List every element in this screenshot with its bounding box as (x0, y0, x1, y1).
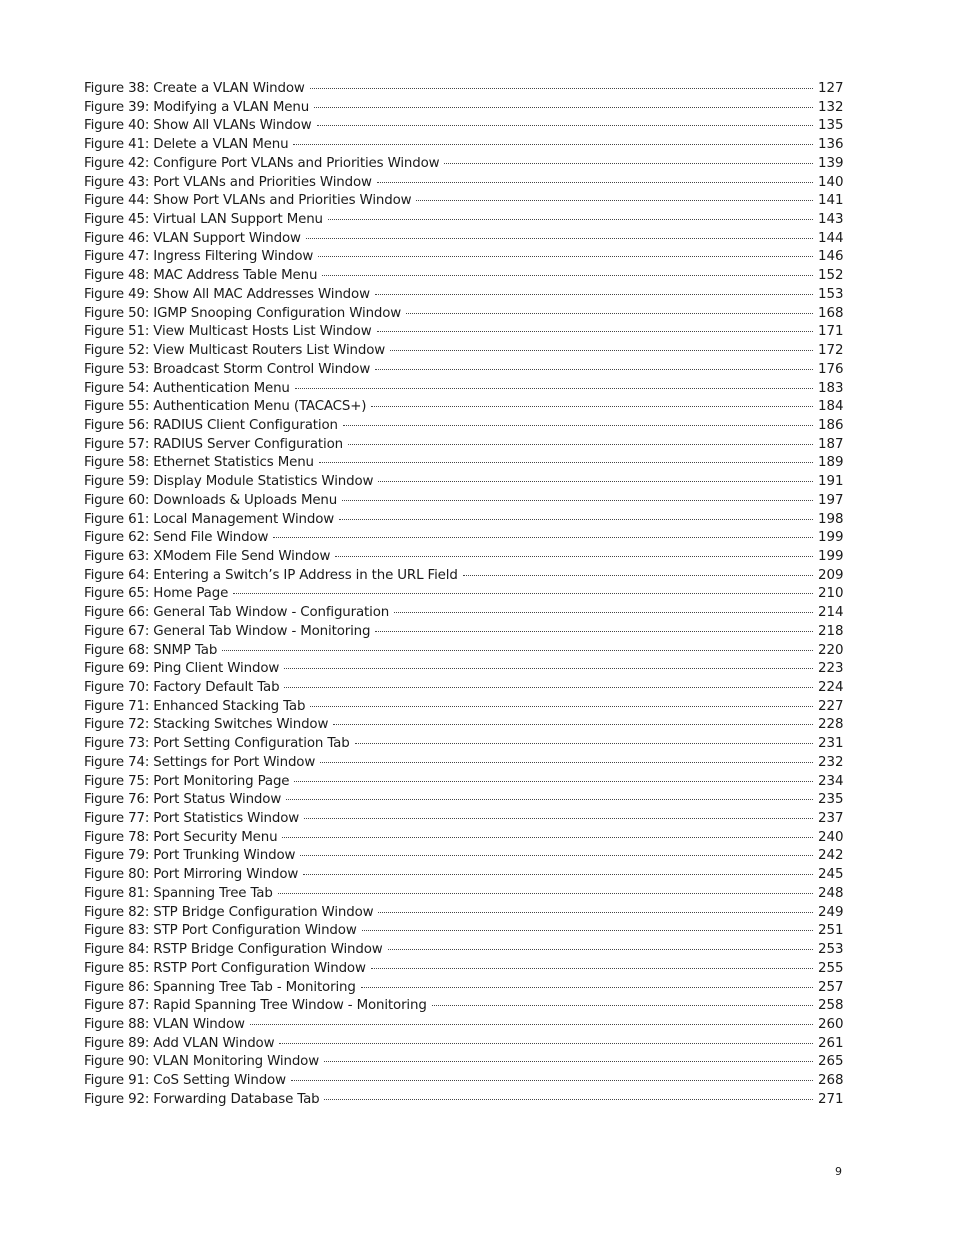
toc-entry-title: Figure 82: STP Bridge Configuration Window (84, 904, 374, 920)
dot-leader (322, 275, 813, 276)
dot-leader (361, 987, 813, 988)
dot-leader (310, 706, 813, 707)
toc-entry-title: Figure 61: Local Management Window (84, 511, 335, 527)
toc-entry-page-number: 144 (818, 230, 844, 246)
toc-entry-title: Figure 55: Authentication Menu (TACACS+) (84, 399, 367, 415)
toc-entry-page-number: 232 (818, 754, 844, 770)
toc-entry[interactable] (84, 623, 842, 642)
toc-entry-page-number: 199 (818, 530, 844, 546)
toc-entry-page-number: 143 (818, 212, 844, 228)
toc-entry-title: Figure 88: VLAN Window (84, 1016, 245, 1032)
toc-entry-title: Figure 50: IGMP Snooping Configuration Window (84, 305, 402, 321)
toc-entry-page-number: 242 (818, 848, 844, 864)
dot-leader (378, 912, 813, 913)
dot-leader (250, 1024, 813, 1025)
dot-leader (314, 107, 813, 108)
toc-entry-page-number: 257 (818, 979, 844, 995)
toc-entry-title: Figure 77: Port Statistics Window (84, 811, 300, 827)
toc-entry-page-number: 172 (818, 343, 844, 359)
toc-entry-page-number: 234 (818, 773, 844, 789)
toc-entry[interactable] (84, 754, 842, 773)
toc-entry-title: Figure 44: Show Port VLANs and Priorities Window (84, 193, 412, 209)
toc-entry-page-number: 127 (818, 81, 844, 96)
toc-entry[interactable] (84, 716, 842, 735)
toc-entry-page-number: 191 (818, 474, 844, 490)
toc-entry-title: Figure 47: Ingress Filtering Window (84, 249, 314, 265)
toc-entry[interactable] (84, 548, 842, 567)
toc-entry[interactable] (84, 230, 842, 249)
toc-entry-title: Figure 46: VLAN Support Window (84, 230, 301, 246)
toc-entry[interactable] (84, 791, 842, 810)
toc-entry-title: Figure 80: Port Mirroring Window (84, 867, 299, 883)
dot-leader (343, 425, 813, 426)
dot-leader (319, 462, 813, 463)
dot-leader (406, 313, 813, 314)
toc-entry-page-number: 223 (818, 661, 844, 677)
toc-entry-title: Figure 56: RADIUS Client Configuration (84, 417, 338, 433)
dot-leader (233, 593, 813, 594)
dot-leader (306, 238, 813, 239)
toc-entry[interactable] (84, 211, 842, 230)
dot-leader (375, 631, 813, 632)
toc-entry-title: Figure 66: General Tab Window - Configuration (84, 605, 390, 621)
toc-entry-page-number: 176 (818, 361, 844, 377)
dot-leader (394, 612, 813, 613)
toc-entry-title: Figure 73: Port Setting Configuration Tab (84, 736, 350, 752)
toc-entry-page-number: 261 (818, 1035, 844, 1051)
toc-entry-page-number: 245 (818, 867, 844, 883)
dot-leader (284, 668, 813, 669)
toc-entry-page-number: 248 (818, 885, 844, 901)
toc-entry-page-number: 265 (818, 1054, 844, 1070)
toc-entry-title: Figure 76: Port Status Window (84, 792, 282, 808)
dot-leader (324, 1061, 813, 1062)
toc-entry-title: Figure 49: Show All MAC Addresses Window (84, 286, 370, 302)
dot-leader (342, 500, 813, 501)
dot-leader (318, 256, 813, 257)
toc-entry-title: Figure 40: Show All VLANs Window (84, 118, 312, 134)
toc-entry-page-number: 136 (818, 137, 844, 153)
dot-leader (371, 968, 813, 969)
toc-entry-title: Figure 38: Create a VLAN Window (84, 81, 305, 96)
toc-entry[interactable] (84, 529, 842, 548)
toc-entry[interactable] (84, 323, 842, 342)
dot-leader (362, 930, 813, 931)
dot-leader (335, 556, 813, 557)
toc-entry[interactable] (84, 398, 842, 417)
toc-entry-title: Figure 54: Authentication Menu (84, 380, 290, 396)
toc-entry-page-number: 140 (818, 174, 844, 190)
toc-entry-page-number: 187 (818, 436, 844, 452)
toc-entry-title: Figure 51: View Multicast Hosts List Window (84, 324, 372, 340)
toc-entry-page-number: 220 (818, 642, 844, 658)
toc-entry-title: Figure 87: Rapid Spanning Tree Window - Monitoring (84, 998, 427, 1014)
dot-leader (278, 893, 813, 894)
dot-leader (303, 874, 813, 875)
toc-entry-page-number: 218 (818, 623, 844, 639)
toc-entry-title: Figure 84: RSTP Bridge Configuration Window (84, 942, 383, 958)
toc-entry-page-number: 198 (818, 511, 844, 527)
toc-entry-page-number: 132 (818, 99, 844, 115)
toc-entry-page-number: 210 (818, 586, 844, 602)
toc-entry[interactable] (84, 885, 842, 904)
toc-entry-title: Figure 69: Ping Client Window (84, 661, 280, 677)
dot-leader (295, 388, 813, 389)
dot-leader (328, 219, 813, 220)
toc-entry[interactable] (84, 679, 842, 698)
toc-entry-page-number: 139 (818, 155, 844, 171)
toc-entry[interactable] (84, 922, 842, 941)
toc-entry[interactable] (84, 473, 842, 492)
dot-leader (291, 1080, 813, 1081)
toc-entry-title: Figure 41: Delete a VLAN Menu (84, 137, 289, 153)
toc-entry[interactable] (84, 904, 842, 923)
toc-entry-title: Figure 60: Downloads & Uploads Menu (84, 492, 338, 508)
dot-leader (279, 1043, 813, 1044)
toc-entry[interactable] (84, 454, 842, 473)
toc-entry-page-number: 153 (818, 286, 844, 302)
toc-entry-page-number: 168 (818, 305, 844, 321)
toc-entry-title: Figure 79: Port Trunking Window (84, 848, 296, 864)
toc-entry[interactable] (84, 117, 842, 136)
toc-entry[interactable] (84, 1053, 842, 1072)
toc-entry-title: Figure 85: RSTP Port Configuration Window (84, 960, 366, 976)
toc-entry-title: Figure 39: Modifying a VLAN Menu (84, 99, 310, 115)
toc-entry[interactable] (84, 642, 842, 661)
toc-entry[interactable] (84, 997, 842, 1016)
toc-entry[interactable] (84, 380, 842, 399)
dot-leader (463, 575, 813, 576)
toc-entry[interactable] (84, 305, 842, 324)
toc-entry-page-number: 224 (818, 680, 844, 695)
toc-entry-page-number: 183 (818, 380, 844, 396)
dot-leader (416, 200, 813, 201)
toc-entry[interactable] (84, 660, 842, 679)
dot-leader (310, 88, 813, 89)
toc-entry[interactable] (84, 492, 842, 511)
toc-entry[interactable] (84, 80, 842, 99)
toc-entry[interactable] (84, 773, 842, 792)
toc-entry-title: Figure 64: Entering a Switch’s IP Address in the URL Field (84, 567, 458, 583)
toc-entry-title: Figure 71: Enhanced Stacking Tab (84, 698, 306, 714)
dot-leader (339, 519, 813, 520)
dot-leader (222, 650, 813, 651)
page-number: 9 (835, 1165, 842, 1178)
toc-entry-title: Figure 72: Stacking Switches Window (84, 717, 329, 733)
toc-entry-page-number: 251 (818, 923, 844, 939)
dot-leader (378, 481, 813, 482)
toc-entry[interactable] (84, 567, 842, 586)
toc-entry-page-number: 209 (818, 567, 844, 583)
toc-entry-title: Figure 67: General Tab Window - Monitoring (84, 623, 371, 639)
dot-leader (432, 1005, 813, 1006)
toc-entry-title: Figure 65: Home Page (84, 586, 229, 602)
toc-entry-page-number: 271 (818, 1091, 844, 1107)
toc-entry-title: Figure 62: Send File Window (84, 530, 269, 546)
dot-leader (444, 163, 813, 164)
toc-entry-page-number: 227 (818, 698, 844, 714)
dot-leader (375, 369, 813, 370)
toc-entry-page-number: 189 (818, 455, 844, 471)
toc-entry-title: Figure 48: MAC Address Table Menu (84, 268, 318, 284)
toc-entry-title: Figure 58: Ethernet Statistics Menu (84, 455, 314, 471)
toc-entry-title: Figure 75: Port Monitoring Page (84, 773, 290, 789)
toc-entry[interactable] (84, 1072, 842, 1091)
dot-leader (377, 182, 813, 183)
toc-entry-page-number: 253 (818, 942, 844, 958)
list-of-figures (84, 80, 842, 1110)
toc-entry-page-number: 146 (818, 249, 844, 265)
toc-entry-title: Figure 42: Configure Port VLANs and Priorities Window (84, 155, 440, 171)
toc-entry-page-number: 260 (818, 1016, 844, 1032)
dot-leader (300, 855, 813, 856)
toc-entry-page-number: 235 (818, 792, 844, 808)
dot-leader (304, 818, 813, 819)
toc-entry-page-number: 171 (818, 324, 844, 340)
toc-entry-title: Figure 90: VLAN Monitoring Window (84, 1054, 320, 1070)
toc-entry[interactable] (84, 735, 842, 754)
toc-entry-page-number: 231 (818, 736, 844, 752)
dot-leader (293, 144, 813, 145)
toc-entry-page-number: 240 (818, 829, 844, 845)
toc-entry[interactable] (84, 960, 842, 979)
dot-leader (355, 743, 813, 744)
toc-entry[interactable] (84, 286, 842, 305)
toc-entry[interactable] (84, 361, 842, 380)
dot-leader (294, 781, 813, 782)
toc-entry[interactable] (84, 698, 842, 717)
toc-entry-title: Figure 43: Port VLANs and Priorities Window (84, 174, 372, 190)
dot-leader (377, 331, 814, 332)
toc-entry-page-number: 184 (818, 399, 844, 415)
toc-entry[interactable] (84, 866, 842, 885)
dot-leader (390, 350, 813, 351)
toc-entry[interactable] (84, 1091, 842, 1110)
dot-leader (273, 537, 813, 538)
dot-leader (324, 1099, 813, 1100)
toc-entry[interactable] (84, 979, 842, 998)
toc-entry-page-number: 268 (818, 1073, 844, 1089)
toc-entry-page-number: 197 (818, 492, 844, 508)
toc-entry-page-number: 152 (818, 268, 844, 284)
toc-entry-title: Figure 83: STP Port Configuration Window (84, 923, 357, 939)
dot-leader (284, 687, 813, 688)
toc-entry-title: Figure 74: Settings for Port Window (84, 754, 316, 770)
toc-entry-page-number: 228 (818, 717, 844, 733)
toc-entry-page-number: 199 (818, 548, 844, 564)
toc-entry[interactable] (84, 174, 842, 193)
dot-leader (317, 125, 813, 126)
toc-entry-page-number: 214 (818, 605, 844, 621)
toc-entry[interactable] (84, 192, 842, 211)
toc-entry-title: Figure 68: SNMP Tab (84, 642, 218, 658)
dot-leader (371, 406, 813, 407)
toc-entry[interactable] (84, 511, 842, 530)
toc-entry-title: Figure 92: Forwarding Database Tab (84, 1091, 320, 1107)
toc-entry[interactable] (84, 1016, 842, 1035)
dot-leader (333, 724, 813, 725)
toc-entry-title: Figure 52: View Multicast Routers List Window (84, 343, 386, 359)
toc-entry-title: Figure 59: Display Module Statistics Window (84, 474, 374, 490)
toc-entry[interactable] (84, 342, 842, 361)
toc-entry-title: Figure 78: Port Security Menu (84, 829, 278, 845)
toc-entry[interactable] (84, 941, 842, 960)
toc-entry-title: Figure 57: RADIUS Server Configuration (84, 436, 343, 452)
toc-entry-title: Figure 86: Spanning Tree Tab - Monitoring (84, 979, 356, 995)
toc-entry[interactable] (84, 1035, 842, 1054)
toc-entry-page-number: 186 (818, 417, 844, 433)
toc-entry[interactable] (84, 847, 842, 866)
toc-entry-title: Figure 53: Broadcast Storm Control Window (84, 361, 371, 377)
toc-entry-title: Figure 45: Virtual LAN Support Menu (84, 212, 323, 228)
dot-leader (320, 762, 813, 763)
toc-entry[interactable] (84, 136, 842, 155)
toc-entry[interactable] (84, 417, 842, 436)
toc-entry[interactable] (84, 99, 842, 118)
toc-entry-title: Figure 81: Spanning Tree Tab (84, 885, 273, 901)
toc-entry-page-number: 255 (818, 960, 844, 976)
toc-entry-title: Figure 63: XModem File Send Window (84, 548, 331, 564)
dot-leader (348, 444, 813, 445)
dot-leader (375, 294, 813, 295)
dot-leader (286, 799, 813, 800)
toc-entry[interactable] (84, 267, 842, 286)
toc-entry-title: Figure 70: Factory Default Tab (84, 680, 280, 695)
toc-entry[interactable] (84, 810, 842, 829)
toc-entry-page-number: 141 (818, 193, 844, 209)
toc-entry[interactable] (84, 585, 842, 604)
toc-entry-page-number: 237 (818, 811, 844, 827)
toc-entry[interactable] (84, 829, 842, 848)
toc-entry[interactable] (84, 436, 842, 455)
dot-leader (282, 837, 813, 838)
toc-entry[interactable] (84, 248, 842, 267)
toc-entry-title: Figure 91: CoS Setting Window (84, 1073, 286, 1089)
toc-entry-page-number: 135 (818, 118, 844, 134)
toc-entry-page-number: 258 (818, 998, 844, 1014)
toc-entry[interactable] (84, 155, 842, 174)
toc-entry-page-number: 249 (818, 904, 844, 920)
toc-entry[interactable] (84, 604, 842, 623)
dot-leader (388, 949, 813, 950)
toc-entry-title: Figure 89: Add VLAN Window (84, 1035, 275, 1051)
